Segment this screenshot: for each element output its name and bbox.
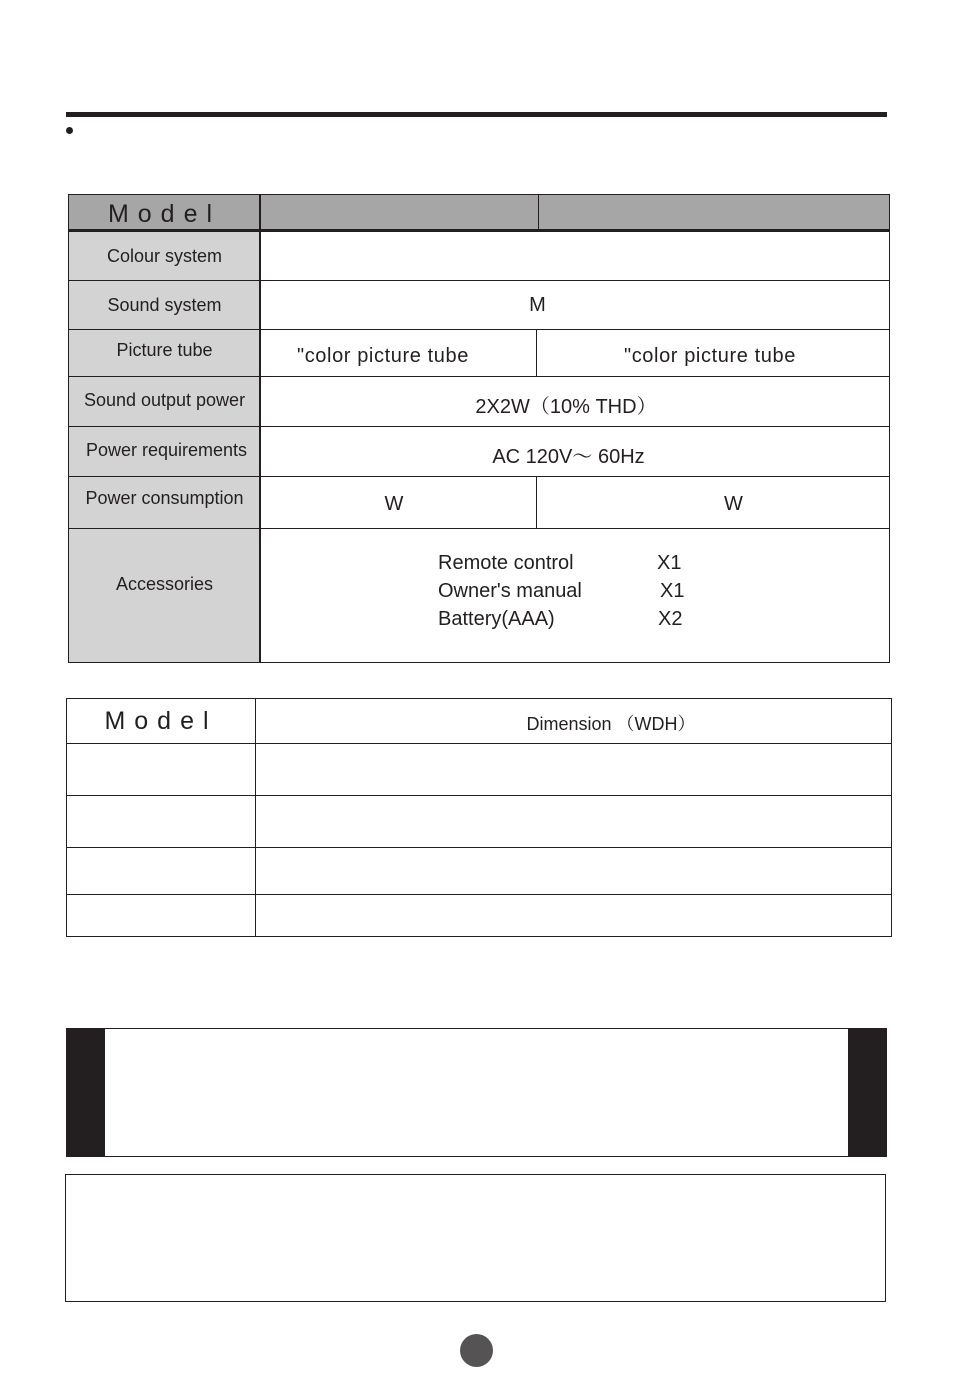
accessory-name: Owner's manual <box>438 580 582 602</box>
banner-right-block <box>848 1028 887 1157</box>
accessory-name: Battery(AAA) <box>438 608 555 630</box>
accessories-list <box>438 549 684 633</box>
accessory-name: Remote control <box>438 552 574 574</box>
spec-table <box>68 194 890 663</box>
page-number-dot <box>460 1334 493 1367</box>
row-label-power-requirements: Power requirements <box>85 439 248 460</box>
picture-tube-value-a: "color picture tube <box>297 344 469 367</box>
power-consumption-value-b: W <box>724 492 743 515</box>
accessory-qty: X1 <box>660 580 685 602</box>
picture-tube-value-b: "color picture tube <box>624 344 796 367</box>
section-banner <box>66 1028 887 1157</box>
sound-output-power-value: 2X2W（10% THD） <box>475 395 657 418</box>
list-item <box>438 549 684 577</box>
banner-left-block <box>66 1028 105 1157</box>
dimension-table <box>66 698 892 937</box>
power-consumption-value-a: W <box>384 492 404 515</box>
row-label-power-consumption: Power consumption <box>85 487 244 508</box>
note-box <box>65 1174 886 1302</box>
bullet-icon <box>66 127 73 134</box>
top-rule <box>66 112 887 117</box>
row-label-sound-system: Sound system <box>107 294 222 315</box>
dimension-model-header: Model <box>104 706 218 735</box>
power-requirements-value: AC 120V～ 60Hz <box>492 445 645 468</box>
sound-system-value: M <box>529 293 546 316</box>
list-item <box>438 577 684 605</box>
model-header: Model <box>107 200 222 228</box>
row-label-colour-system: Colour system <box>106 245 223 266</box>
dimension-header: Dimension （WDH） <box>526 714 696 734</box>
row-label-picture-tube: Picture tube <box>116 339 213 360</box>
accessory-qty: X1 <box>657 552 682 574</box>
row-label-sound-output-power: Sound output power <box>83 389 246 410</box>
list-item <box>438 605 684 633</box>
row-label-accessories: Accessories <box>115 574 214 594</box>
accessory-qty: X2 <box>658 608 683 630</box>
